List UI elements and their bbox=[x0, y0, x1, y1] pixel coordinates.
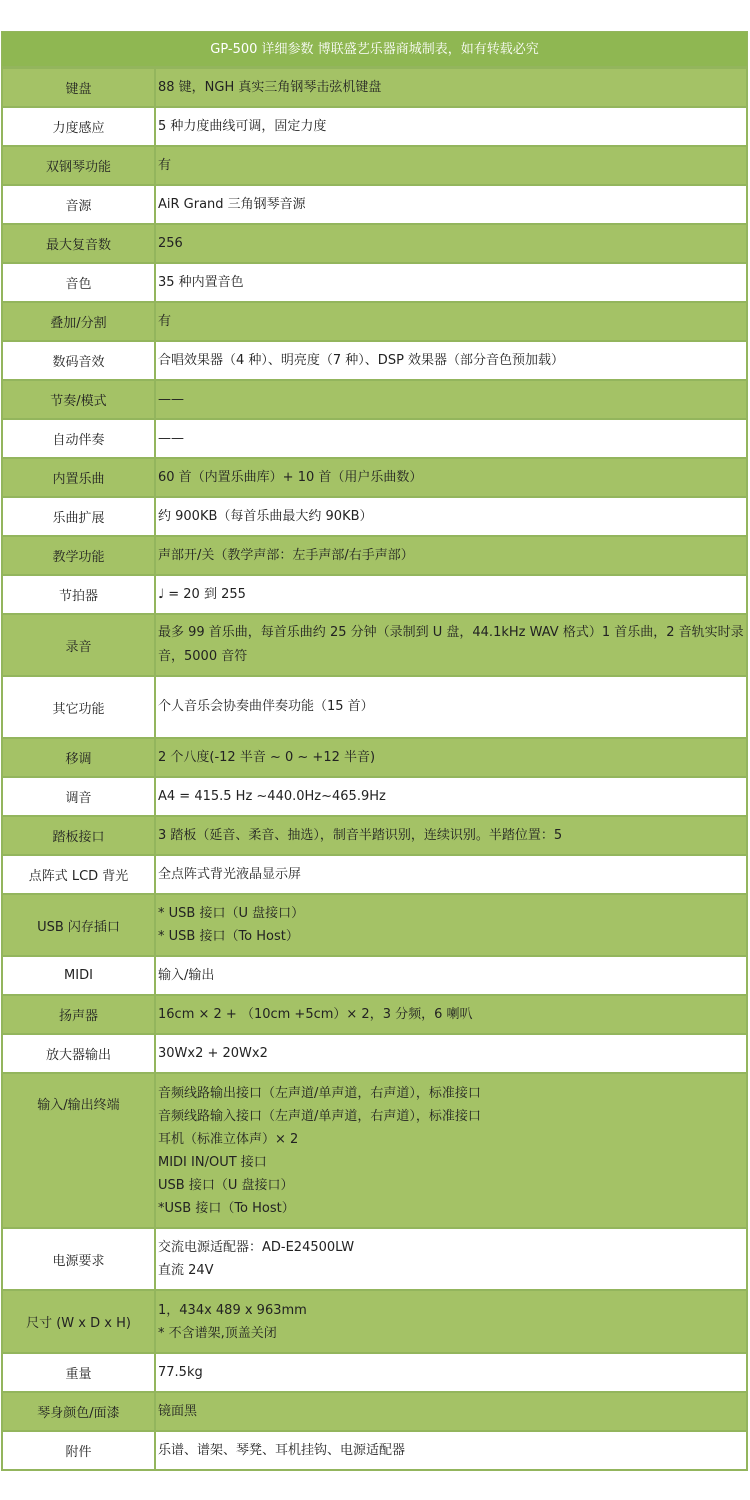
table-row bbox=[2, 224, 747, 263]
spec-label: 内置乐曲 bbox=[2, 458, 155, 497]
spec-label: 尺寸 (W x D x H) bbox=[2, 1290, 155, 1353]
spec-value-line: 16cm × 2 + （10cm +5cm）× 2，3 分频，6 喇叭 bbox=[158, 1006, 473, 1022]
spec-value-line: *USB 接口（To Host） bbox=[158, 1200, 295, 1216]
table-row bbox=[2, 777, 747, 816]
spec-value bbox=[155, 263, 747, 302]
table-row bbox=[2, 1290, 747, 1353]
table-row bbox=[2, 995, 747, 1034]
spec-label: 音源 bbox=[2, 185, 155, 224]
table-row bbox=[2, 380, 747, 419]
table-row bbox=[2, 146, 747, 185]
spec-value bbox=[155, 1073, 747, 1228]
table-row bbox=[2, 419, 747, 458]
spec-value-line: —— bbox=[158, 391, 184, 407]
spec-value bbox=[155, 816, 747, 855]
spec-value bbox=[155, 1034, 747, 1073]
spec-value-line: AiR Grand 三角钢琴音源 bbox=[158, 196, 306, 212]
spec-value bbox=[155, 738, 747, 777]
table-row bbox=[2, 302, 747, 341]
spec-value-line: 最多 99 首乐曲，每首乐曲约 25 分钟（录制到 U 盘，44.1kHz WAV 格式）1 首乐曲，2 音轨实时录音，5000 音符 bbox=[158, 625, 744, 664]
spec-label: 附件 bbox=[2, 1431, 155, 1470]
spec-value bbox=[155, 894, 747, 956]
spec-label: 重量 bbox=[2, 1353, 155, 1392]
spec-value bbox=[155, 302, 747, 341]
spec-value bbox=[155, 1353, 747, 1392]
spec-value bbox=[155, 419, 747, 458]
table-row bbox=[2, 614, 747, 676]
table-row bbox=[2, 263, 747, 302]
table-row bbox=[2, 816, 747, 855]
table-row bbox=[2, 341, 747, 380]
table-row bbox=[2, 575, 747, 614]
table-row bbox=[2, 1392, 747, 1431]
spec-value bbox=[155, 497, 747, 536]
spec-value-line: MIDI IN/OUT 接口 bbox=[158, 1154, 267, 1170]
spec-value-line: 1，434x 489 x 963mm bbox=[158, 1302, 307, 1318]
spec-sheet bbox=[1, 31, 748, 1471]
spec-value-line: 77.5kg bbox=[158, 1364, 203, 1380]
spec-label: 乐曲扩展 bbox=[2, 497, 155, 536]
spec-label: 放大器输出 bbox=[2, 1034, 155, 1073]
spec-value bbox=[155, 185, 747, 224]
spec-value-line: 256 bbox=[158, 235, 183, 251]
spec-value-line: A4 = 415.5 Hz ~440.0Hz~465.9Hz bbox=[158, 788, 386, 804]
spec-value-line: * USB 接口（To Host） bbox=[158, 929, 299, 944]
spec-value-line: 30Wx2 + 20Wx2 bbox=[158, 1045, 268, 1061]
spec-value bbox=[155, 341, 747, 380]
spec-value-line: 耳机（标准立体声）× 2 bbox=[158, 1131, 299, 1147]
table-row bbox=[2, 1431, 747, 1470]
table-row bbox=[2, 1228, 747, 1290]
spec-label: 叠加/分割 bbox=[2, 302, 155, 341]
spec-value-line: 35 种内置音色 bbox=[158, 274, 244, 290]
spec-value-line: 直流 24V bbox=[158, 1263, 214, 1278]
spec-label: 琴身颜色/面漆 bbox=[2, 1392, 155, 1431]
spec-value bbox=[155, 676, 747, 738]
spec-label: USB 闪存插口 bbox=[2, 894, 155, 956]
spec-value bbox=[155, 1290, 747, 1353]
spec-value-line: * USB 接口（U 盘接口） bbox=[158, 906, 305, 921]
spec-value-line: 有 bbox=[158, 157, 172, 173]
spec-value-line: —— bbox=[158, 430, 184, 446]
spec-label: 其它功能 bbox=[2, 676, 155, 738]
table-row bbox=[2, 1353, 747, 1392]
spec-value-line: 乐谱、谱架、琴凳、耳机挂钩、电源适配器 bbox=[158, 1442, 406, 1458]
table-row bbox=[2, 894, 747, 956]
spec-label: 节奏/模式 bbox=[2, 380, 155, 419]
spec-value-line: * 不含谱架,顶盖关闭 bbox=[158, 1325, 277, 1341]
spec-label: 音色 bbox=[2, 263, 155, 302]
table-row bbox=[2, 497, 747, 536]
spec-value-line: 音频线路输出接口（左声道/单声道，右声道），标准接口 bbox=[158, 1085, 481, 1101]
table-title: GP-500 详细参数 博联盛艺乐器商城制表，如有转载必究 bbox=[1, 31, 748, 67]
spec-label: 数码音效 bbox=[2, 341, 155, 380]
spec-value-line: 2 个八度(-12 半音 ~ 0 ~ +12 半音) bbox=[158, 749, 376, 765]
spec-value-line: 全点阵式背光液晶显示屏 bbox=[158, 866, 302, 882]
spec-value-line: 有 bbox=[158, 313, 172, 329]
spec-table bbox=[1, 67, 748, 1471]
spec-label: 力度感应 bbox=[2, 107, 155, 146]
spec-label: 双钢琴功能 bbox=[2, 146, 155, 185]
spec-value-line: 镜面黑 bbox=[158, 1403, 198, 1419]
table-row bbox=[2, 676, 747, 738]
table-row bbox=[2, 68, 747, 107]
spec-label: 移调 bbox=[2, 738, 155, 777]
spec-value bbox=[155, 224, 747, 263]
spec-value bbox=[155, 777, 747, 816]
spec-value-line: 个人音乐会协奏曲伴奏功能（15 首） bbox=[158, 699, 374, 714]
spec-value-line: 合唱效果器（4 种）、明亮度（7 种）、DSP 效果器（部分音色预加载） bbox=[158, 352, 565, 368]
spec-value-line: 5 种力度曲线可调，固定力度 bbox=[158, 118, 327, 134]
table-row bbox=[2, 107, 747, 146]
spec-value bbox=[155, 956, 747, 995]
spec-label: 踏板接口 bbox=[2, 816, 155, 855]
spec-label: 扬声器 bbox=[2, 995, 155, 1034]
spec-value-line: USB 接口（U 盘接口） bbox=[158, 1177, 294, 1193]
spec-value-line: 3 踏板（延音、柔音、抽选），制音半踏识别，连续识别。半踏位置：5 bbox=[158, 827, 563, 843]
spec-value bbox=[155, 107, 747, 146]
spec-value-line: 60 首（内置乐曲库）+ 10 首（用户乐曲数） bbox=[158, 469, 423, 485]
table-row bbox=[2, 1034, 747, 1073]
spec-label: 最大复音数 bbox=[2, 224, 155, 263]
spec-value bbox=[155, 380, 747, 419]
table-row bbox=[2, 738, 747, 777]
spec-value-line: ♩ = 20 到 255 bbox=[158, 586, 246, 602]
spec-value bbox=[155, 1228, 747, 1290]
spec-value-line: 音频线路输入接口（左声道/单声道，右声道），标准接口 bbox=[158, 1108, 481, 1124]
table-row bbox=[2, 855, 747, 894]
table-row bbox=[2, 536, 747, 575]
spec-value bbox=[155, 575, 747, 614]
spec-value bbox=[155, 458, 747, 497]
spec-label: 调音 bbox=[2, 777, 155, 816]
spec-value-line: 交流电源适配器：AD-E24500LW bbox=[158, 1240, 355, 1255]
spec-value bbox=[155, 995, 747, 1034]
spec-label: 电源要求 bbox=[2, 1228, 155, 1290]
spec-value-line: 88 键，NGH 真实三角钢琴击弦机键盘 bbox=[158, 79, 382, 95]
spec-label: 输入/输出终端 bbox=[2, 1073, 155, 1228]
spec-label: 教学功能 bbox=[2, 536, 155, 575]
table-row bbox=[2, 185, 747, 224]
spec-value bbox=[155, 1392, 747, 1431]
spec-value-line: 输入/输出 bbox=[158, 967, 215, 983]
spec-value bbox=[155, 855, 747, 894]
spec-value-line: 约 900KB（每首乐曲最大约 90KB） bbox=[158, 508, 373, 524]
spec-value bbox=[155, 68, 747, 107]
spec-label: MIDI bbox=[2, 956, 155, 995]
spec-table-body bbox=[2, 68, 747, 1470]
spec-value bbox=[155, 614, 747, 676]
table-row bbox=[2, 458, 747, 497]
spec-value bbox=[155, 146, 747, 185]
spec-label: 节拍器 bbox=[2, 575, 155, 614]
spec-label: 键盘 bbox=[2, 68, 155, 107]
table-row bbox=[2, 956, 747, 995]
spec-value-line: 声部开/关（教学声部：左手声部/右手声部） bbox=[158, 547, 414, 563]
spec-label: 录音 bbox=[2, 614, 155, 676]
spec-label: 点阵式 LCD 背光 bbox=[2, 855, 155, 894]
spec-label: 自动伴奏 bbox=[2, 419, 155, 458]
spec-value bbox=[155, 1431, 747, 1470]
table-row bbox=[2, 1073, 747, 1228]
spec-value bbox=[155, 536, 747, 575]
